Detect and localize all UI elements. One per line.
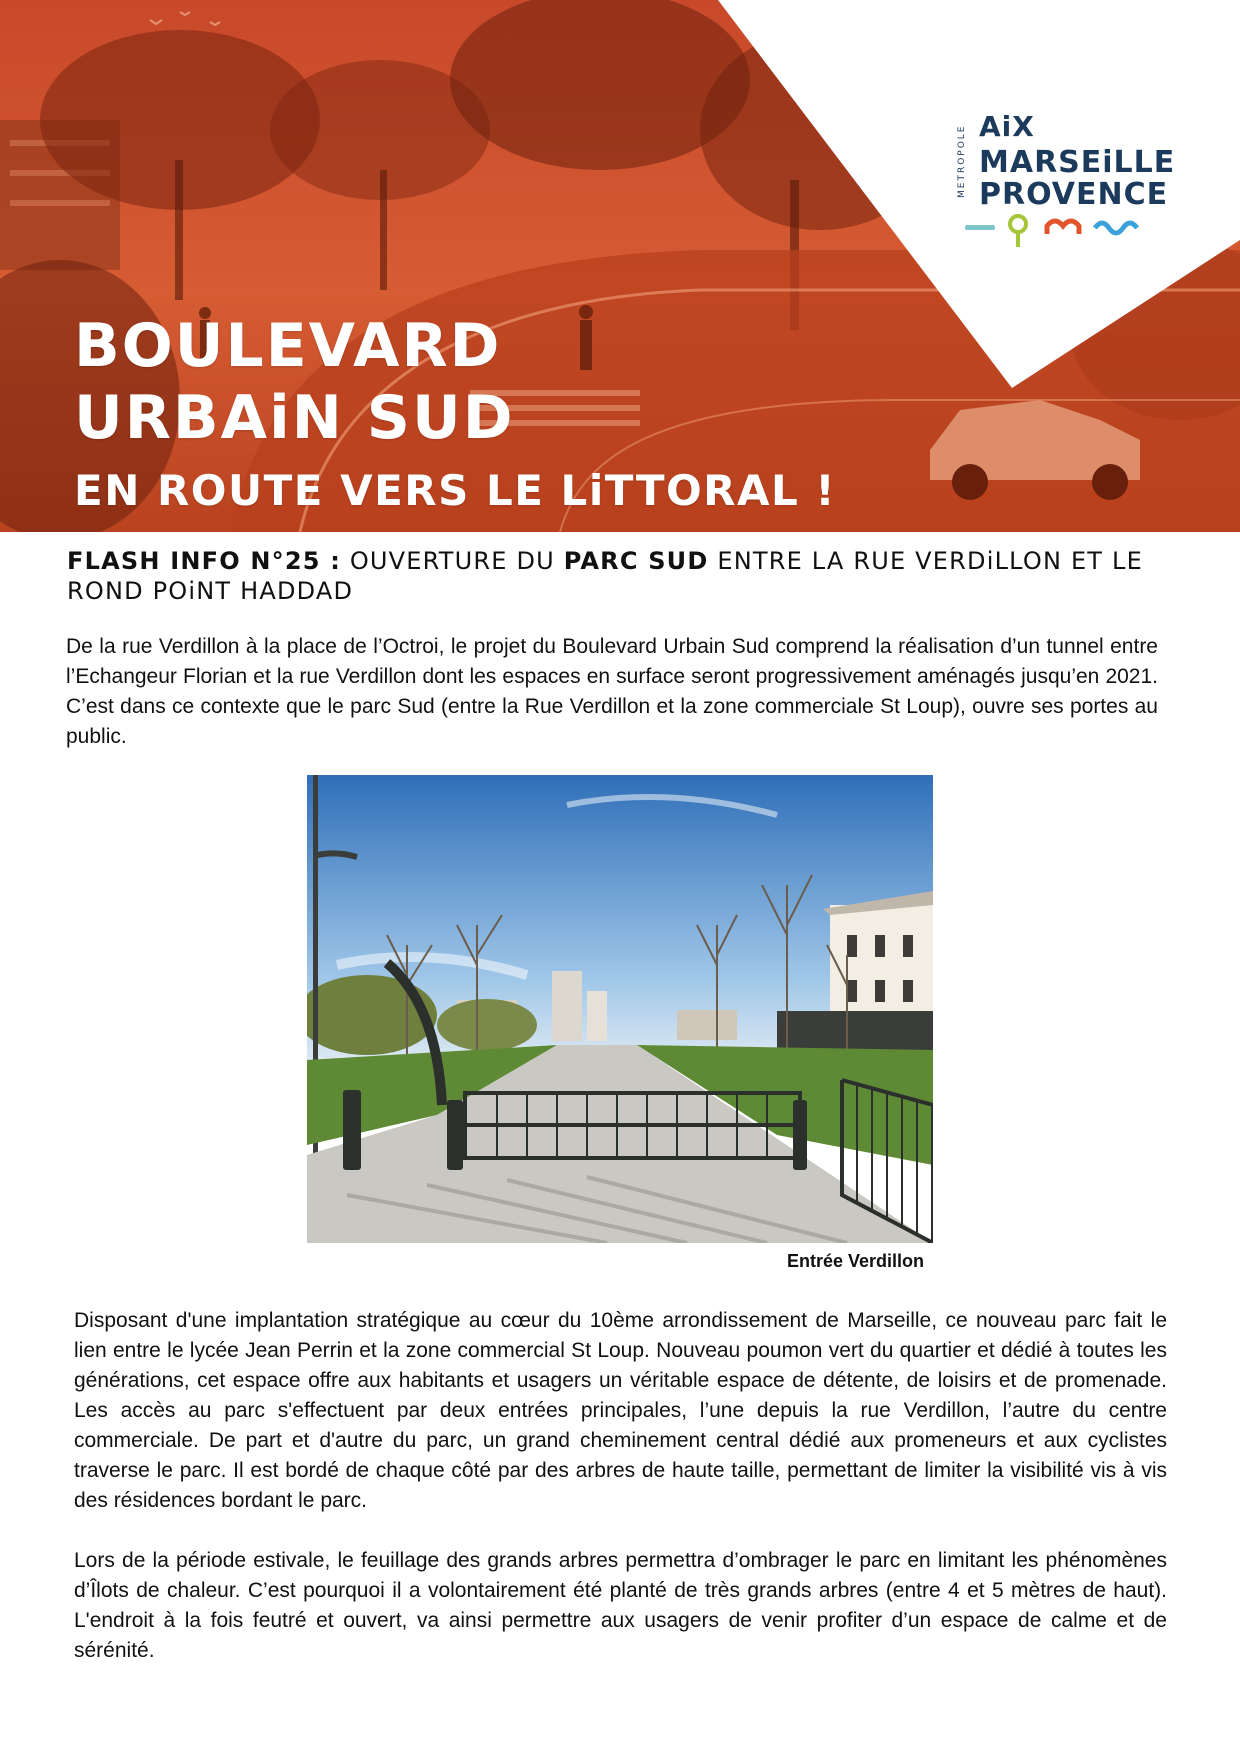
logo-line2: MARSEiLLE <box>979 145 1176 180</box>
flash-info-text-a: OUVERTURE DU <box>341 547 564 575</box>
hero-title-line1: BOULEVARD <box>74 311 502 381</box>
hero-title-line2: URBAiN SUD <box>74 383 515 453</box>
hero-title-line3: EN ROUTE VERS LE LiTTORAL ! <box>74 466 837 515</box>
flash-info-label: FLASH INFO N°25 : <box>67 547 341 575</box>
body-paragraph-2: Disposant d'une implantation stratégique au cœur du 10ème arrondissement de Marseille, ce nouveau parc fait le lien entre le lycée Jean Perrin et la zone commercial St Loup. Nouveau poumon vert du quartier et dédié à toutes les générations, cet espace offre aux habitants et usagers un véritable espace de détente, de loisirs et de promenade. Les accès au parc s'effectuent par deux entrées principales, l’une depuis la rue Verdillon, l’autre du centre commerciale. De part et d'autre du parc, un grand cheminement central dédié aux promeneurs et aux cyclistes traverse le parc. Il est bordé de chaque côté par des arbres de haute taille, permettant de limiter la visibilité vis à vis des résidences bordant le parc. <box>74 1309 1167 1512</box>
photo-caption: Entrée Verdillon <box>786 1251 924 1271</box>
park-entrance-photo <box>307 775 933 1243</box>
logo-metropole-text: METROPOLE <box>957 124 967 198</box>
body-paragraph-3: Lors de la période estivale, le feuillage des grands arbres permettra d’ombrager le parc en limitant les phénomènes d’Îlots de chaleur. C’est pourquoi il a volontairement été planté de très grands arbres (entre 4 et 5 mètres de haut). L'endroit à la fois feutré et ouvert, va ainsi permettre aux usagers de venir profiter d’un espace de calme et de sérénité. <box>74 1549 1167 1662</box>
flash-info-text-b: ENTRE LA RUE VERDiLLON ET LE ROND POiNT HADDAD <box>67 547 1143 605</box>
intro-paragraph: De la rue Verdillon à la place de l’Octroi, le projet du Boulevard Urbain Sud comprend la réalisation d’un tunnel entre l’Echangeur Florian et la rue Verdillon dont les espaces en surface seront progressivement aménagés jusqu’en 2021. C’est dans ce contexte que le parc Sud (entre la Rue Verdillon et la zone commerciale St Loup), ouvre ses portes au public. <box>66 635 1158 748</box>
logo-line3: PROVENCE <box>979 177 1169 212</box>
header-banner <box>0 0 1240 532</box>
logo-symbols-icon <box>959 212 1169 252</box>
hero-title <box>74 310 836 520</box>
flash-info-heading <box>67 546 1177 606</box>
metropole-logo <box>957 110 1177 250</box>
logo-line1: AiX <box>979 110 1035 143</box>
flash-info-bold: PARC SUD <box>563 547 709 575</box>
